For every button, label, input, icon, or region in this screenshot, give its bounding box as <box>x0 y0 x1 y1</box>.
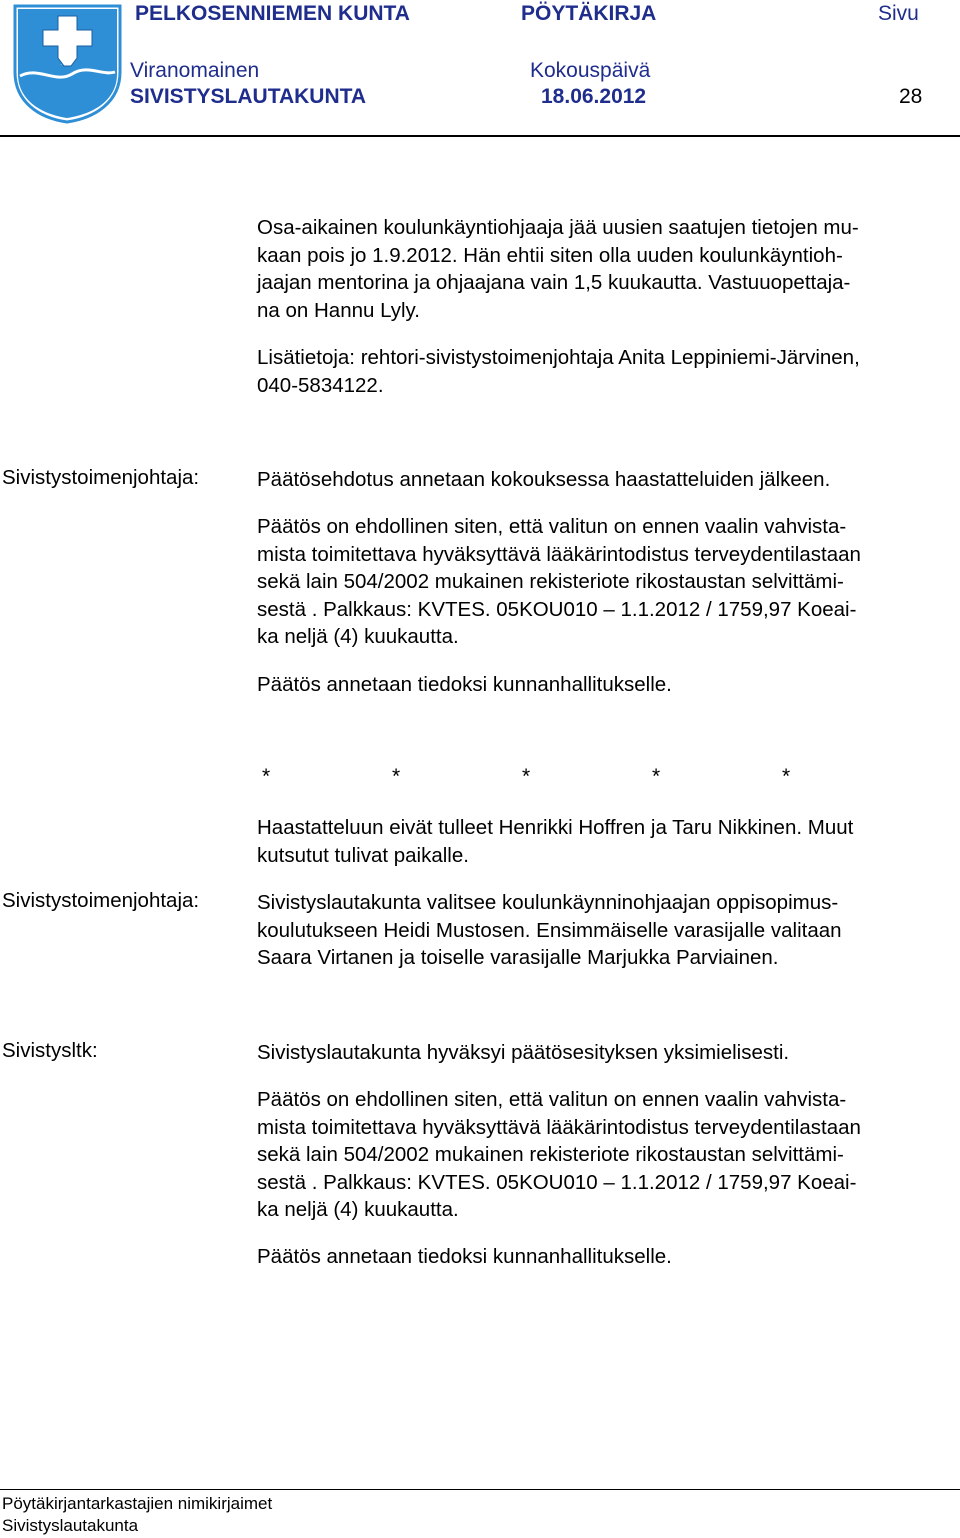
proposal-label: Sivistystoimenjohtaja: <box>2 466 200 489</box>
proposal-text: Päätösehdotus annetaan kokouksessa haastatteluiden jälkeen. <box>257 468 831 491</box>
municipality-name: PELKOSENNIEMEN KUNTA <box>135 2 410 25</box>
proposal-label: Sivistystoimenjohtaja: <box>2 889 200 912</box>
separator-star: * <box>522 765 531 788</box>
meeting-date: 18.06.2012 <box>541 85 647 108</box>
header-divider <box>0 135 960 137</box>
date-label: Kokouspäivä <box>530 59 651 82</box>
board-decision-text: Sivistyslautakunta hyväksyi päätösesityksen yksimielisesti. <box>257 1041 790 1064</box>
notice-paragraph: Päätös annetaan tiedoksi kunnanhallitukselle. <box>257 1245 672 1268</box>
separator-star: * <box>652 765 661 788</box>
page-label: Sivu <box>878 2 919 25</box>
notice-paragraph: Päätös annetaan tiedoksi kunnanhallitukselle. <box>257 673 672 696</box>
committee-name: Sivistyslautakunta <box>2 1516 139 1535</box>
municipal-crest-logo <box>10 2 125 124</box>
separator-star: * <box>392 765 401 788</box>
authority-name: SIVISTYSLAUTAKUNTA <box>130 85 367 108</box>
document-type: PÖYTÄKIRJA <box>521 2 657 25</box>
intro-paragraph: Osa-aikainen koulunkäyntiohjaaja jää uusien saatujen tietojen mu- kaan pois jo 1.9.2012. Hän ehtii siten olla uuden koulunkäyntioh- jaajan mentorina ja ohjaajana vain 1,5 kuukautta. Vastuuopettaja- na on Hannu Lyly. <box>257 216 859 322</box>
separator-star: * <box>262 765 271 788</box>
authority-label: Viranomainen <box>130 59 260 82</box>
selection-proposal-paragraph: Sivistyslautakunta valitsee koulunkäynninohjaajan oppisopimus- koulutukseen Heidi Mustosen. Ensimmäiselle varasijalle valitaan Saara Virtanen ja toiselle varasijalle Marjukka Parviainen. <box>257 891 842 969</box>
conditional-decision-paragraph: Päätös on ehdollinen siten, että valitun on ennen vaalin vahvista- mista toimitettava hyväksyttävä lääkärintodistus terveydentilastaan sekä lain 504/2002 mukainen rekisteriote rikostaustan selvittämi- sestä . Palkkaus: KVTES. 05KOU010 – 1.1.2012 / 1759,97 Koeai- ka neljä (4) kuukautta. <box>257 515 861 648</box>
separator-star: * <box>782 765 791 788</box>
board-label: Sivistysltk: <box>2 1039 98 1062</box>
footer-divider <box>0 1489 960 1490</box>
page-number: 28 <box>899 85 923 108</box>
conditional-decision-paragraph: Päätös on ehdollinen siten, että valitun on ennen vaalin vahvista- mista toimitettava hyväksyttävä lääkärintodistus terveydentilastaan sekä lain 504/2002 mukainen rekisteriote rikostaustan selvittämi- sestä . Palkkaus: KVTES. 05KOU010 – 1.1.2012 / 1759,97 Koeai- ka neljä (4) kuukautta. <box>257 1088 861 1221</box>
contact-info: Lisätietoja: rehtori-sivistystoimenjohtaja Anita Leppiniemi-Järvinen, 040-5834122. <box>257 346 860 397</box>
interview-paragraph: Haastatteluun eivät tulleet Henrikki Hoffren ja Taru Nikkinen. Muut kutsutut tulivat paikalle. <box>257 816 854 867</box>
signatures-label: Pöytäkirjantarkastajien nimikirjaimet <box>2 1494 273 1513</box>
